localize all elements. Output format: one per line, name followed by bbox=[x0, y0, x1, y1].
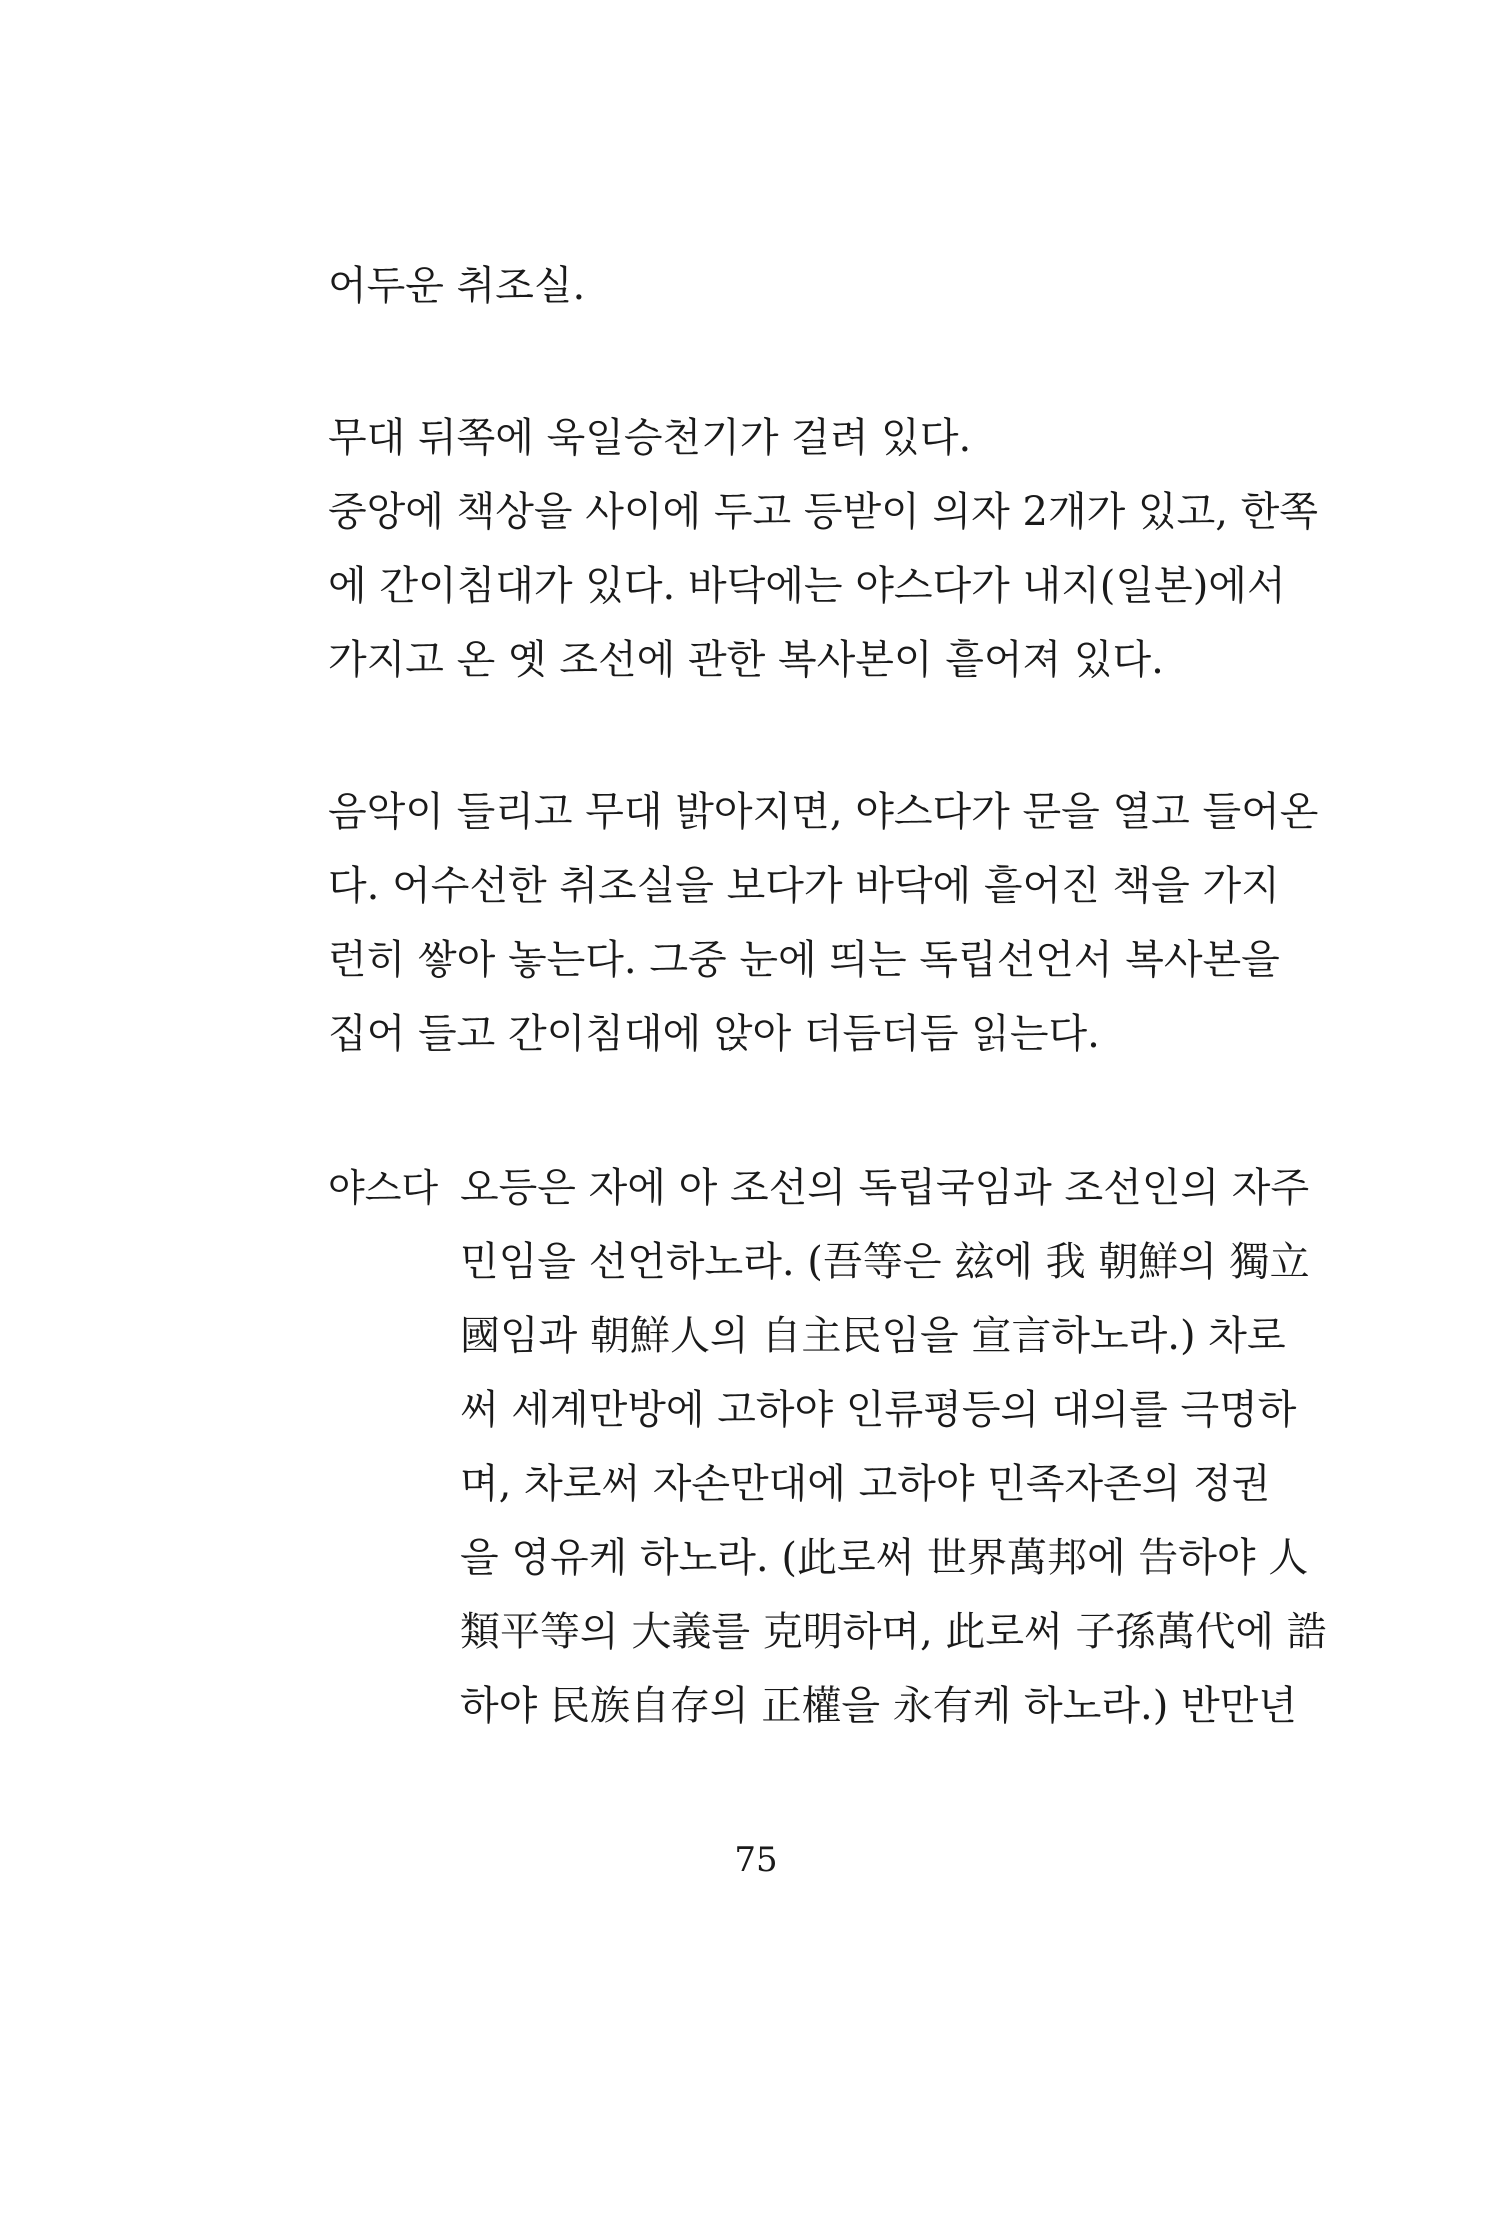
stage-direction-line: 음악이 들리고 무대 밝아지면, 야스다가 문을 열고 들어온 bbox=[328, 789, 1319, 835]
dialogue-line: 써 세계만방에 고하야 인류평등의 대의를 극명하 bbox=[460, 1387, 1297, 1433]
dialogue-line: 며, 차로써 자손만대에 고하야 민족자존의 정권 bbox=[460, 1461, 1271, 1507]
dialogue-line: 오등은 자에 아 조선의 독립국임과 조선인의 자주 bbox=[460, 1165, 1310, 1211]
dialogue-line: 國임과 朝鮮人의 自主民임을 宣言하노라.) 차로 bbox=[460, 1313, 1286, 1359]
stage-direction-line: 중앙에 책상을 사이에 두고 등받이 의자 2개가 있고, 한쪽 bbox=[328, 489, 1318, 535]
stage-direction-line: 런히 쌓아 놓는다. 그중 눈에 띄는 독립선언서 복사본을 bbox=[328, 937, 1280, 983]
dialogue-line: 민임을 선언하노라. (吾等은 玆에 我 朝鮮의 獨立 bbox=[460, 1239, 1310, 1285]
stage-direction-line: 집어 들고 간이침대에 앉아 더듬더듬 읽는다. bbox=[328, 1011, 1100, 1057]
stage-direction-line: 무대 뒤쪽에 욱일승천기가 걸려 있다. bbox=[328, 415, 972, 461]
stage-direction-line: 가지고 온 옛 조선에 관한 복사본이 흩어져 있다. bbox=[328, 637, 1164, 683]
page-number: 75 bbox=[734, 1840, 778, 1880]
speaker-name: 야스다 bbox=[328, 1166, 439, 1210]
dialogue-line: 하야 民族自存의 正權을 永有케 하노라.) 반만년 bbox=[460, 1683, 1297, 1729]
stage-direction-line: 어두운 취조실. bbox=[328, 263, 586, 309]
dialogue-line: 類平等의 大義를 克明하며, 此로써 子孫萬代에 誥 bbox=[460, 1609, 1327, 1655]
dialogue-line: 을 영유케 하노라. (此로써 世界萬邦에 告하야 人 bbox=[460, 1535, 1309, 1581]
stage-direction-line: 에 간이침대가 있다. 바닥에는 야스다가 내지(일본)에서 bbox=[328, 563, 1286, 609]
stage-direction-line: 다. 어수선한 취조실을 보다가 바닥에 흩어진 책을 가지 bbox=[328, 863, 1280, 909]
